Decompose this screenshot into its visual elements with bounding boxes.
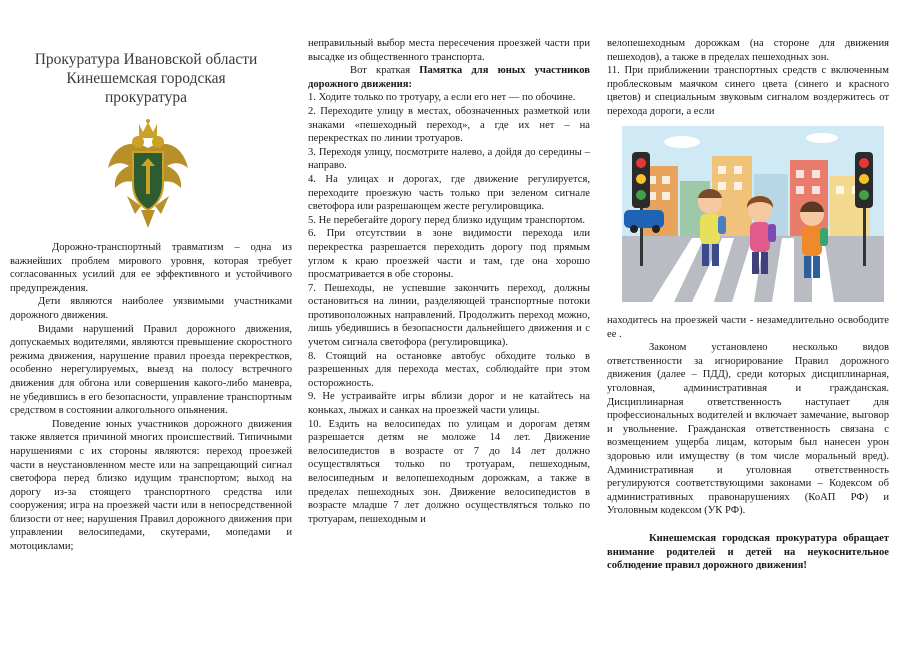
header-line-3: прокуратура bbox=[104, 89, 188, 106]
memo-item: 11. При приближении транспортных средств с включенным проблесковым маячком синего цвета (синего и красного цветов) и специальным звуковым сигналом воздержитесь от перехода дороги, а если bbox=[607, 65, 889, 117]
memo-item: 10. Ездить на велосипедах по улицам и дорогам детям разрешается детям не моложе 14 лет. Движение велосипедистов в возрасте от 7 до 14 лет должно осуществляться только по тротуарам, пешеходным, велосипедным и велопешеходным дорожкам, а также в пределах пешеходных зон. Движение велосипедистов в возрасте младше 7 лет должно осуществляться только по тротуарам, пешеходным и bbox=[308, 418, 590, 525]
children-crosswalk-illustration bbox=[622, 126, 884, 302]
young-violations-paragraph: Поведение юных участников дорожного движения также является причиной многих происшествий. Типичными нарушениями с их стороны являются: переход проезжей части в неустановленном месте или на запрещающий сигнал светофора перед близко идущим транспортом; выход на дорогу из-за стоящего транспортного средства или сооружения; игра на проезжей части или в непосредственной близости от нее; нарушения Правил дорожного движения при управлении велосипедами, скутерами, мопедами и мотоциклами; bbox=[10, 418, 292, 553]
memo-intro: Вот краткая Памятка для юных участников дорожного движения: bbox=[308, 65, 590, 90]
continuation-paragraph: велопешеходным дорожкам (на стороне для движения пешеходов), а также в пределах пешеходных зон. bbox=[607, 38, 889, 63]
column-left bbox=[10, 241, 292, 554]
memo-item: 8. Стоящий на остановке автобус обходите только в разрешенных для перехода местах, соблюдайте при этом осторожность. bbox=[308, 350, 590, 389]
driver-violations-paragraph: Видами нарушений Правил дорожного движения, допускаемых водителями, являются превышение скоростного режима движения, нарушение правил проезда перекрестков, особенно нерегулируемых, выезд на полосу встречного движения для обгона или совершения какого-либо маневра, не убедившись в его безопасности, управление транспортным средством в состоянии алкогольного опьянения. bbox=[10, 323, 292, 417]
children-paragraph: Дети являются наиболее уязвимыми участниками дорожного движения. bbox=[10, 296, 292, 321]
memo-item: 1. Ходите только по тротуару, а если его нет — по обочине. bbox=[308, 92, 576, 104]
memo-item: 7. Пешеходы, не успевшие закончить переход, должны остановиться на линии, разделяющей транспортные потоки противоположных направлений. Продолжить переход можно, лишь убедившись в безопасности дальнейшего движения и с учетом сигнала светофора (регулировщика). bbox=[308, 282, 590, 349]
memo-item: 3. Переходя улицу, посмотрите налево, а дойдя до середины – направо. bbox=[308, 146, 590, 172]
memo-title: Памятка для юных участников дорожного движения: bbox=[308, 65, 590, 90]
memo-item: 6. При отсутствии в зоне видимости перехода или перекрестка разрешается переходить дорогу под прямым углом к краю проезжей части и там, где она хорошо просматривается в обе стороны. bbox=[308, 228, 590, 281]
column-middle bbox=[308, 37, 590, 526]
prosecutor-emblem-icon bbox=[105, 118, 191, 230]
memo-item-continued: находитесь на проезжей части - незамедлительно освободите ее . bbox=[607, 315, 889, 340]
column-right-top bbox=[607, 37, 889, 119]
memo-item: 9. Не устраивайте игры вблизи дорог и не катайтесь на коньках, лыжах и санках на проезжей части улицы. bbox=[308, 391, 590, 417]
responsibility-paragraph: Законом установлено несколько видов ответственности за игнорирование Правил дорожного движения (далее – ПДД), среди которых дисциплинарная, уголовная, административная и гражданская. Дисциплинарная ответственность наступает для профессиональных водителей и включает замечание, выговор и увольнение. Гражданская ответственность связана с возмещением ущерба лицам, которым был нанесен урон здоровью или имуществу (в том числе моральный вред). Административная и уголовная ответственность регулируются соответствующими законами – Кодексом об административных правонарушениях (КоАП РФ) и Уголовным кодексом (УК РФ). bbox=[607, 342, 889, 517]
closing-appeal: Кинешемская городская прокуратура обращает внимание родителей и детей на неукоснительное соблюдение правил дорожного движения! bbox=[607, 532, 889, 572]
column-right-bottom bbox=[607, 314, 889, 573]
header-title bbox=[20, 50, 272, 107]
memo-item: 4. На улицах и дорогах, где движение регулируется, переходите проезжую часть только при зеленом сигнале светофора или разрешающем жесте регулировщика. bbox=[308, 173, 590, 213]
continuation-paragraph: неправильный выбор места пересечения проезжей части при высадке из общественного транспорта. bbox=[308, 38, 590, 63]
memo-item: 5. Не перебегайте дорогу перед близко идущим транспортом. bbox=[308, 214, 585, 226]
memo-item: 2. Переходите улицу в местах, обозначенных разметкой или знаками «пешеходный переход», а где их нет – на перекрестках по линии тротуаров. bbox=[308, 105, 590, 145]
header-line-2: Кинешемская городская bbox=[66, 70, 226, 87]
intro-paragraph: Дорожно-транспортный травматизм – одна из важнейших проблем мирового уровня, которая требует согласованных усилий для ее эффективного и устойчивого предупреждения. bbox=[10, 242, 292, 294]
header-line-1: Прокуратура Ивановской области bbox=[34, 51, 258, 68]
